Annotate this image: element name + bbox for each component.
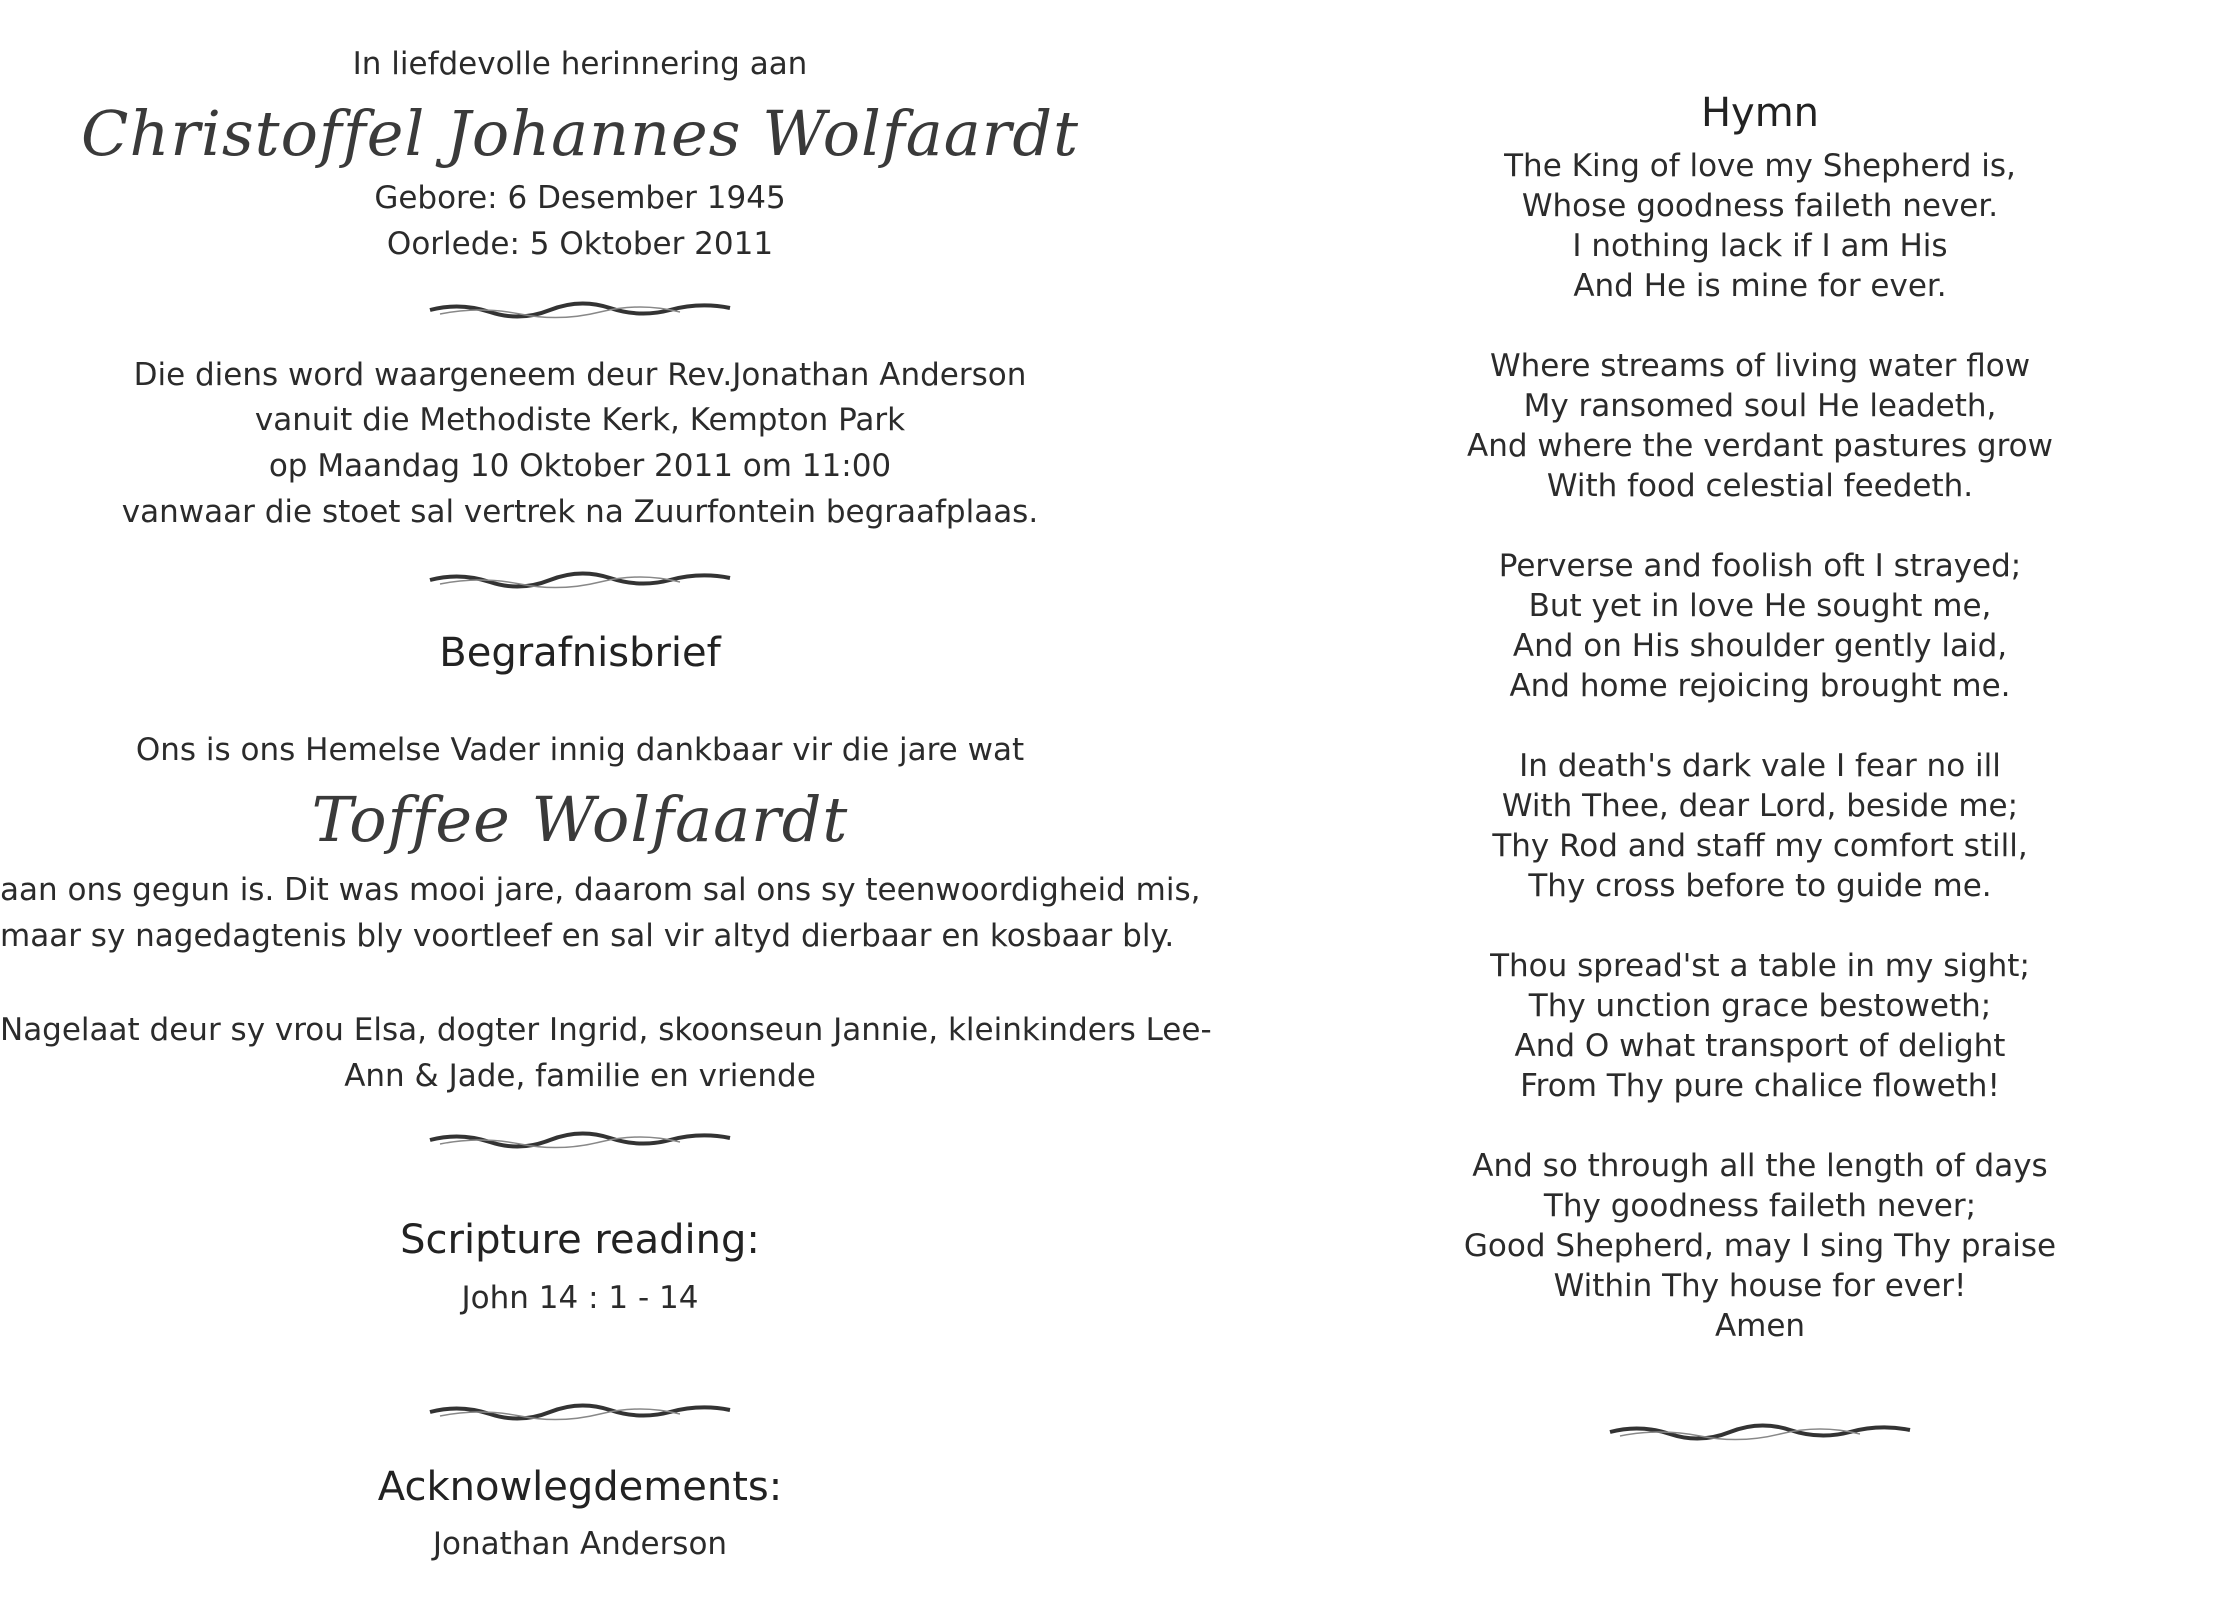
- hymn-stanza-3: [1330, 546, 2190, 706]
- ornament-divider: [0, 560, 1160, 600]
- service-line-2: vanuit die Methodiste Kerk, Kempton Park: [254, 402, 906, 438]
- letter-body-2: maar sy nagedagtenis bly voortleef en sal vir altyd dierbaar en kosbaar bly.: [0, 918, 1175, 954]
- acknowledgements-heading: Acknowlegdements:: [377, 1464, 783, 1510]
- hymn-line: Thy Rod and staff my comfort still,: [1492, 828, 2028, 864]
- hymn-line: Good Shepherd, may I sing Thy praise: [1463, 1228, 2057, 1264]
- hymn-line: With Thee, dear Lord, beside me;: [1501, 788, 2019, 824]
- hymn-stanza-1: [1330, 146, 2190, 306]
- born-date: Gebore: 6 Desember 1945: [374, 180, 786, 216]
- hymn-line: In death's dark vale I fear no ill: [1519, 748, 2001, 784]
- letter-intro: Ons is ons Hemelse Vader innig dankbaar vir die jare wat: [135, 732, 1025, 768]
- hymn-line: Whose goodness faileth never.: [1521, 188, 1999, 224]
- right-page: [1330, 0, 2190, 1601]
- hymn-line: Thy goodness faileth never;: [1543, 1188, 1977, 1224]
- ornament-divider: [0, 1120, 1160, 1160]
- hymn-stanza-2: [1330, 346, 2190, 506]
- hymn-stanza-4: [1330, 746, 2190, 906]
- hymn-line: And on His shoulder gently laid,: [1512, 628, 2008, 664]
- hymn-line: Where streams of living water flow: [1489, 348, 2031, 384]
- scripture-heading: Scripture reading:: [400, 1217, 760, 1263]
- intro-line: In liefdevolle herinnering aan: [352, 46, 808, 82]
- full-name: Christoffel Johannes Wolfaardt: [81, 97, 1079, 170]
- hymn-line: And home rejoicing brought me.: [1509, 668, 2011, 704]
- scripture-reference: John 14 : 1 - 14: [461, 1280, 699, 1316]
- service-line-4: vanwaar die stoet sal vertrek na Zuurfontein begraafplaas.: [121, 494, 1039, 530]
- service-line-3: op Maandag 10 Oktober 2011 om 11:00: [268, 448, 892, 484]
- ornament-divider: [0, 1392, 1160, 1432]
- hymn-line: Perverse and foolish oft I strayed;: [1498, 548, 2022, 584]
- ornament-divider: [1330, 1412, 2190, 1452]
- hymn-title: Hymn: [1700, 90, 1820, 136]
- hymn-line: And O what transport of delight: [1514, 1028, 2006, 1064]
- hymn-line: Thy cross before to guide me.: [1528, 868, 1992, 904]
- service-line-1: Die diens word waargeneem deur Rev.Jonathan Anderson: [133, 357, 1027, 393]
- hymn-amen: Amen: [1714, 1308, 1806, 1344]
- hymn-line: Thy unction grace bestoweth;: [1528, 988, 1992, 1024]
- hymn-line: Within Thy house for ever!: [1553, 1268, 1967, 1304]
- hymn-line: And where the verdant pastures grow: [1467, 428, 2053, 464]
- hymn-line: Thou spread'st a table in my sight;: [1490, 948, 2030, 984]
- hymn-stanza-5: [1330, 946, 2190, 1106]
- letter-heading: Begrafnisbrief: [439, 630, 721, 676]
- hymn-line: And so through all the length of days: [1472, 1148, 2048, 1184]
- hymn-stanza-6: [1330, 1146, 2190, 1346]
- hymn-line: I nothing lack if I am His: [1572, 228, 1948, 264]
- survivors-line-2: Ann & Jade, familie en vriende: [344, 1058, 816, 1094]
- hymn-line: My ransomed soul He leadeth,: [1523, 388, 1997, 424]
- acknowledgements-name: Jonathan Anderson: [432, 1526, 728, 1562]
- survivors-line-1: Nagelaat deur sy vrou Elsa, dogter Ingrid, skoonseun Jannie, kleinkinders Lee-: [0, 1012, 1212, 1048]
- hymn-line: But yet in love He sought me,: [1528, 588, 1992, 624]
- hymn-line: With food celestial feedeth.: [1546, 468, 1974, 504]
- nickname: Toffee Wolfaardt: [311, 783, 849, 856]
- letter-body-1: aan ons gegun is. Dit was mooi jare, daarom sal ons sy teenwoordigheid mis,: [0, 872, 1201, 908]
- died-date: Oorlede: 5 Oktober 2011: [386, 226, 774, 262]
- hymn-line: From Thy pure chalice floweth!: [1520, 1068, 2000, 1104]
- hymn-line: The King of love my Shepherd is,: [1504, 148, 2016, 184]
- hymn-line: And He is mine for ever.: [1573, 268, 1947, 304]
- ornament-divider: [0, 290, 1160, 330]
